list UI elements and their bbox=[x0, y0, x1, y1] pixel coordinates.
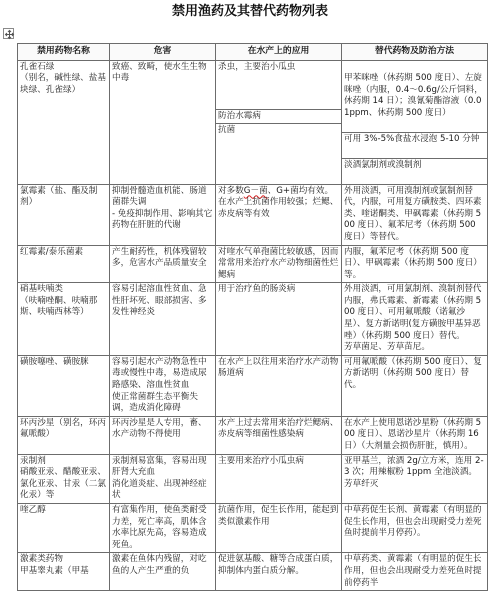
header-harm: 危害 bbox=[110, 44, 216, 61]
alternative-line: 淡酒氯制剂或溴制剂 bbox=[342, 158, 487, 172]
alternative-cell: 内服，氟苯尼考（休药期 500 度日）、甲砜霉素（休药期 500 度日）等。 bbox=[342, 245, 488, 283]
alternative-cell bbox=[342, 60, 488, 184]
application-cell: 水产上过去常用来治疗烂鳃病、赤皮病等细菌性感染病 bbox=[216, 416, 342, 454]
application-line: 抗菌 bbox=[216, 123, 341, 137]
application-cell: 主要用来治疗小瓜虫病 bbox=[216, 454, 342, 503]
drug-name-cell: 喹乙醇 bbox=[18, 503, 110, 552]
drug-name-cell: 硝基呋喃类 （呋喃唑酮、呋喃那斯、呋喃西林等） bbox=[18, 283, 110, 356]
application-line: 防治水霉病 bbox=[216, 109, 341, 123]
table-row bbox=[18, 245, 488, 283]
table-move-handle-icon[interactable] bbox=[3, 28, 14, 39]
application-text-prefix: 对多数 bbox=[218, 185, 244, 196]
alternative-line: 甲苯咪唑（休药期 500 度日）、左旋咪唑（内服，0.4～0.6g/公斤饲料，休药期 14 日）；溴氰菊酯溶液（0.01ppm、休药期 500 度日） bbox=[344, 73, 483, 118]
drug-name-cell: 汞制剂 硝酸亚汞、醋酸亚汞、氯化亚汞、甘汞（二氯化汞）等 bbox=[18, 454, 110, 503]
table-row bbox=[18, 454, 488, 503]
header-application: 在水产上的应用 bbox=[216, 44, 342, 61]
application-line: 杀虫，主要治小瓜虫 bbox=[218, 61, 296, 72]
table-header-row bbox=[18, 44, 488, 61]
table-row bbox=[18, 355, 488, 416]
application-cell: 促进氨基酸、糖等合成蛋白质，抑制体内蛋白质分解。 bbox=[216, 553, 342, 591]
alternative-cell: 中草药类、黄霉素（有明显的促生长作用，但也会出现耐受力差死鱼时提前停药半 bbox=[342, 553, 488, 591]
drug-name-cell: 孔雀石绿 （别名，碱性绿、盐基块绿、孔雀绿） bbox=[18, 60, 110, 184]
application-cell: 在水产上以往用来治疗水产动物肠道病 bbox=[216, 355, 342, 416]
harm-cell: 容易引起水产动物急性中毒或慢性中毒，易造成尿路感染、溶血性贫血 使正常菌群生态平衡失调，造成消化障碍 bbox=[110, 355, 216, 416]
application-cell bbox=[216, 184, 342, 245]
table-row bbox=[18, 416, 488, 454]
table-row bbox=[18, 60, 488, 184]
application-cell: 用于治疗鱼的肠炎病 bbox=[216, 283, 342, 356]
application-cell: 对喹水气单孢菌比较敏感，因而常常用来治疗水产动物细菌性烂鳃病 bbox=[216, 245, 342, 283]
harm-cell: 有富集作用，使鱼类耐受力差，死亡率高，肌体含水率比原先高，容易造成死鱼。 bbox=[110, 503, 216, 552]
page-title: 禁用渔药及其替代药物列表 bbox=[171, 4, 328, 19]
harm-cell: 环丙沙星是人专用，畜、水产动物不得使用 bbox=[110, 416, 216, 454]
harm-cell: 致癌、致畸，使水生生物中毒 bbox=[110, 60, 216, 184]
alternative-cell: 中草药促生长剂、黄霉素（有明显的促生长作用，但也会出现耐受力差死鱼时提前半月停药）。 bbox=[342, 503, 488, 552]
drug-name-cell: 氯霉素（盐、酯及制剂） bbox=[18, 184, 110, 245]
banned-drugs-table bbox=[17, 43, 488, 591]
header-drug-name: 禁用药物名称 bbox=[18, 44, 110, 61]
alternative-cell: 外用淡洒，可用氯制剂、溴制剂替代 内服，弗氏霉素、新霉素（休药期 500 度日）、可用氟哌酸（诺氟沙星）、复方新诺明(复方磺胺甲基异恶唑）（休药期 500 度日）替代。 芳草菌足、芳草苗尼。 bbox=[342, 283, 488, 356]
header-alternatives: 替代药物及防治方法 bbox=[342, 44, 488, 61]
alternative-cell: 可用氟哌酸（休药期 500 度日）、复方新诺明（休药期 500 度日）替代。 bbox=[342, 355, 488, 416]
application-cell bbox=[216, 60, 342, 184]
alternative-cell: 在水产上使用恩诺沙星粉（休药期 500 度日）、恩诺沙星片（休药期 16 日）（大剂量会损伤肝脏，慎用）。 bbox=[342, 416, 488, 454]
table-row bbox=[18, 283, 488, 356]
harm-cell: 抑制骨髓造血机能、肠道菌群失调 - 免疫抑制作用、影响其它药物在肝脏的代谢 bbox=[110, 184, 216, 245]
application-cell: 抗菌作用，促生长作用，能起到类似激素作用 bbox=[216, 503, 342, 552]
harm-cell: 产生耐药性，机体残留较多，危害水产品质量安全 bbox=[110, 245, 216, 283]
alternative-cell: 外用淡洒，可用溴制剂或氯制剂替代，内服，可用复方磺胺类、四环素类、喹诺酮类、甲砜霉素（休药期 500 度日）、氟苯尼考（休药期 500 度日）等替代。 bbox=[342, 184, 488, 245]
harm-cell: 激素在鱼体内残留，对吃鱼的人产生严重的负 bbox=[110, 553, 216, 591]
harm-cell: 汞制剂易富集，容易出现肝肾大充血 消化道炎症、出现神经症状 bbox=[110, 454, 216, 503]
table-row bbox=[18, 553, 488, 591]
drug-name-cell: 红霉素/泰乐菌素 bbox=[18, 245, 110, 283]
drug-name-cell: 磺胺噻唑、磺胺脒 bbox=[18, 355, 110, 416]
spellcheck-marked-text: G－菌 bbox=[243, 185, 268, 196]
drug-name-cell: 环丙沙星（别名，环丙氟哌酸） bbox=[18, 416, 110, 454]
harm-cell: 容易引起溶血性贫血、急性肝坏死、眼部损害、多发性神经炎 bbox=[110, 283, 216, 356]
alternative-line: 可用 3%-5%食盐水浸泡 5-10 分钟 bbox=[342, 132, 487, 146]
drug-name-cell: 激素类药物 甲基睾丸素（甲基 bbox=[18, 553, 110, 591]
application-text-suffix: 、G+菌均有效。在水产上抗菌作用较强；烂鳃、赤皮病等有效 bbox=[218, 185, 339, 219]
alternative-cell: 亚甲基兰，浓酒 2g/立方米，连用 2-3 次；用辣椒粉 1ppm 全池淡酒。 芳草纤灭 bbox=[342, 454, 488, 503]
table-row bbox=[18, 184, 488, 245]
table-row bbox=[18, 503, 488, 552]
